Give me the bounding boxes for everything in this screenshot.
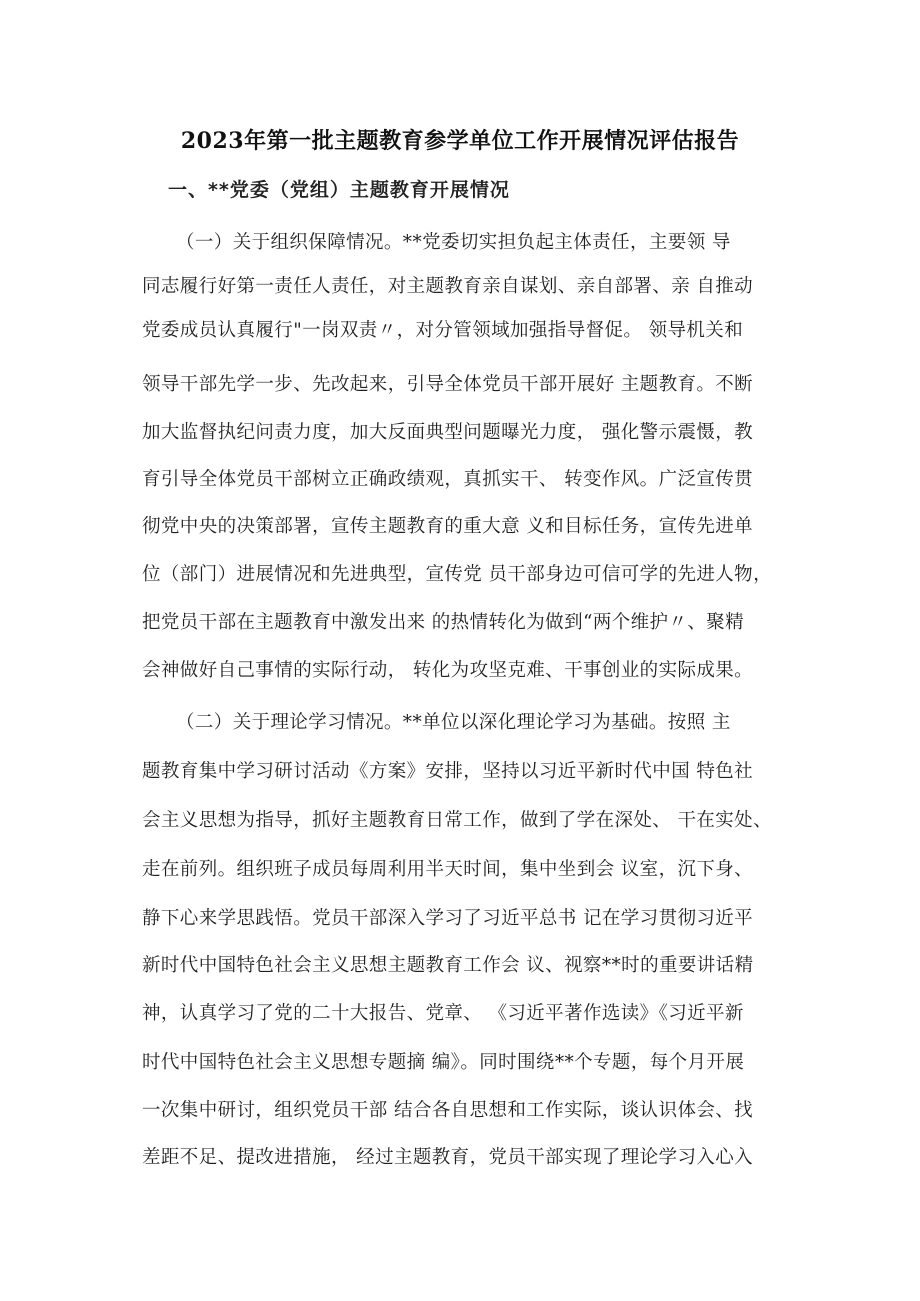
paragraph-line: 神，认真学习了党的二十大报告、党章、 《习近平著作选读》《习近平新: [142, 1003, 744, 1024]
paragraph-line: 时代中国特色社会主义思想专题摘 编》。同时围绕**个专题，每个月开展: [142, 1052, 745, 1073]
paragraph-line: 把党员干部在主题教育中激发出来 的热情转化为做到“两个维护〃、聚精: [142, 612, 745, 633]
paragraph-line: 差距不足、提改进措施， 经过主题教育，党员干部实现了理论学习入心入: [142, 1147, 754, 1168]
paragraph-line: 静下心来学思践悟。党员干部深入学习了习近平总书 记在学习贯彻习近平: [142, 908, 754, 929]
paragraph-line: 彻党中央的决策部署，宣传主题教育的重大意 义和目标任务，宣传先进单: [142, 516, 754, 537]
paragraph-line: 题教育集中学习研讨活动《方案》安排，坚持以习近平新时代中国 特色社: [142, 761, 754, 782]
paragraph-line: 领导干部先学一步、先改起来，引导全体党员干部开展好 主题教育。不断: [142, 374, 754, 395]
paragraph-line: 会主义思想为指导，抓好主题教育日常工作，做到了学在深处、 干在实处、: [142, 810, 772, 831]
paragraph-line: 同志履行好第一责任人责任，对主题教育亲自谋划、亲自部署、亲 自推动: [142, 276, 754, 297]
document-title: 2023年第一批主题教育参学单位工作开展情况评估报告: [180, 128, 740, 154]
paragraph-line: 走在前列。组织班子成员每周利用半天时间，集中坐到会 议室，沉下身、: [142, 859, 754, 880]
paragraph-line: 位（部门）进展情况和先进典型，宣传党 员干部身边可信可学的先进人物，: [142, 564, 772, 585]
paragraph-line: （一）关于组织保障情况。**党委切实担负起主体责任，主要领 导: [176, 232, 731, 253]
paragraph-line: 新时代中国特色社会主义思想主题教育工作会 议、视察**时的重要讲话精: [142, 955, 754, 976]
paragraph-line: 育引导全体党员干部树立正确政绩观，真抓实干、 转变作风。广泛宣传贯: [142, 469, 754, 490]
paragraph-line: 一次集中研讨，组织党员干部 结合各自思想和工作实际，谈认识体会、找: [142, 1100, 754, 1121]
paragraph-line: （二）关于理论学习情况。**单位以深化理论学习为基础。按照 主: [176, 712, 731, 733]
paragraph-line: 加大监督执纪问责力度，加大反面典型问题曝光力度， 强化警示震慑，教: [142, 422, 754, 443]
paragraph-line: 会神做好自己事情的实际行动， 转化为攻坚克难、干事创业的实际成果。: [142, 660, 754, 681]
section-heading: 一、**党委（党组）主题教育开展情况: [168, 179, 510, 201]
paragraph-line: 党委成员认真履行"一岗双责〃，对分管领域加强指导督促。 领导机关和: [142, 320, 744, 341]
